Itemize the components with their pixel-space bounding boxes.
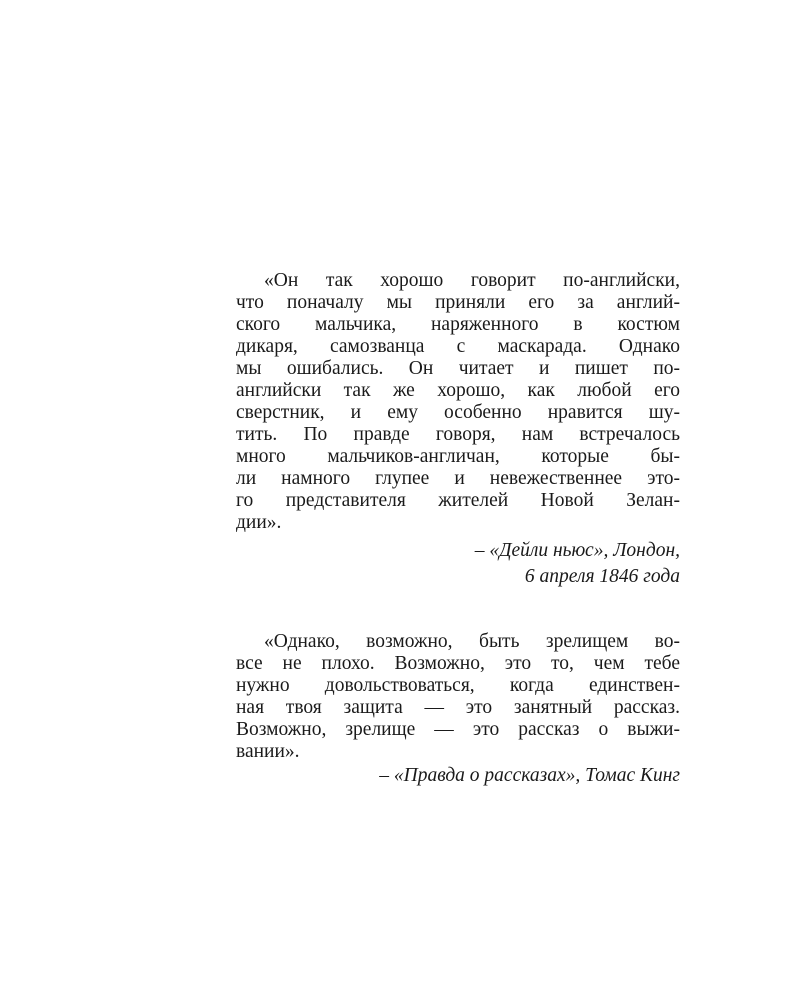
attribution-source: «Дейли ньюс», Лондон, xyxy=(489,540,680,561)
quote-line: го представителя жителей Новой Зелан- xyxy=(236,490,680,511)
quote-line: английски так же хорошо, как любой его xyxy=(236,380,680,401)
quote-line: вании». xyxy=(236,741,300,762)
quote-line: «Он так хорошо говорит по-английски, xyxy=(264,270,680,291)
quote-line: ли намного глупее и невежественнее это- xyxy=(236,468,680,489)
quote-line: нужно довольствоваться, когда единствен- xyxy=(236,675,680,696)
attribution-dash: – xyxy=(379,765,390,786)
attribution-source: «Правда о рассказах», Томас Кинг xyxy=(393,765,680,786)
quote-line: сверстник, и ему особенно нравится шу- xyxy=(236,402,680,423)
quote-line: все не плохо. Возможно, это то, чем тебе xyxy=(236,653,680,674)
attribution xyxy=(236,538,680,564)
quote-line: дии». xyxy=(236,512,282,533)
epigraph-truth-about-stories xyxy=(236,631,680,789)
quote-line: много мальчиков-англичан, которые бы- xyxy=(236,446,680,467)
epigraph-daily-news xyxy=(236,270,680,590)
attribution-date: 6 апреля 1846 года xyxy=(524,566,680,587)
quote-line: мы ошибались. Он читает и пишет по- xyxy=(236,358,680,379)
quote-line: тить. По правде говоря, нам встречалось xyxy=(236,424,680,445)
quote-line: ского мальчика, наряженного в костюм xyxy=(236,314,680,335)
attribution-dash: – xyxy=(474,540,485,561)
quote-line: что поначалу мы приняли его за англий- xyxy=(236,292,680,313)
quote-line: Возможно, зрелище — это рассказ о выжи- xyxy=(236,719,680,740)
attribution xyxy=(236,763,680,789)
quote-line: дикаря, самозванца с маскарада. Однако xyxy=(236,336,680,357)
quote-line: ная твоя защита — это занятный рассказ. xyxy=(236,697,680,718)
quote-line: «Однако, возможно, быть зрелищем во- xyxy=(264,631,680,652)
